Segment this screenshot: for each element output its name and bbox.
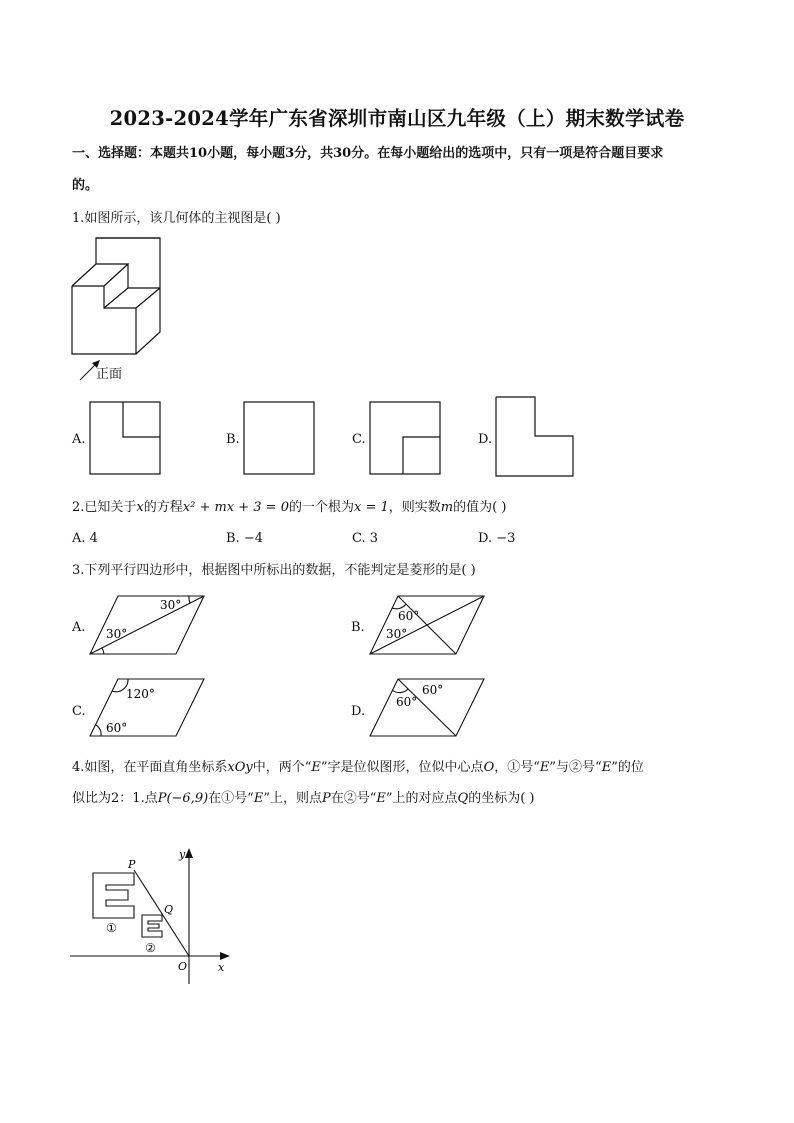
q1-stem: 1.如图所示，该几何体的主视图是( ) [72,211,281,226]
q1-solid-figure [66,232,166,387]
page-title: 2023-2024学年广东省深圳市南山区九年级（上）期末数学试卷 [109,107,685,130]
e-shape-2 [142,915,162,937]
q3-b-angle-top: 60° [398,609,420,623]
q3-d-angle-left: 60° [396,695,418,709]
label-o: O [178,960,188,973]
q1-option-b-label: B. [226,432,240,447]
q2-option-c: C. 3 [352,531,379,546]
line-p-o [134,870,189,956]
label-y: y [179,848,186,861]
q3-option-c-figure [86,676,210,740]
q3-option-d-label: D. [351,704,366,719]
q3-stem: 3.下列平行四边形中，根据图中所标出的数据，不能判定是菱形的是( ) [72,563,476,578]
q2-stem: 2.已知关于x的方程x² + mx + 3 = 0的一个根为x = 1，则实数m的值为( ) [72,500,507,515]
section-header-line1: 一、选择题：本题共10小题，每小题3分，共30分。在每小题给出的选项中，只有一项是符合题目要求 [72,146,664,161]
label-p: P [128,858,136,871]
q3-d-angle-right: 60° [422,683,444,697]
section-header-line2: 的。 [72,178,99,193]
q1-option-b-figure [243,401,317,477]
y-axis-arrow [185,848,193,858]
q1-option-c-figure [369,401,443,477]
q3-a-angle-top: 30° [160,598,182,612]
q2-option-b: B. −4 [226,531,263,546]
q3-option-a-figure [86,592,210,658]
q3-option-c-label: C. [72,704,86,719]
q3-c-angle-bottom: 60° [106,721,128,735]
q3-a-angle-bottom: 30° [106,627,128,641]
e-shape-1 [93,873,134,918]
label-circled-2: ② [145,941,156,955]
q3-b-angle-bottom: 30° [386,627,408,641]
q2-option-d: D. −3 [478,531,516,546]
q3-option-a-label: A. [72,620,86,635]
q4-coordinate-figure [66,840,236,988]
q1-front-label: 正面 [96,367,123,382]
q3-option-b-label: B. [351,620,365,635]
q2-option-a: A. 4 [72,531,98,546]
label-q: Q [164,903,174,916]
q1-option-a-label: A. [72,432,86,447]
q3-c-angle-top: 120° [126,687,155,701]
q4-stem-line2: 似比为2：1.点P(−6,9)在①号“E”上，则点P在②号“E”上的对应点Q的坐标为( ) [72,791,535,806]
label-x: x [218,961,225,974]
q1-option-c-label: C. [352,432,366,447]
label-circled-1: ① [106,921,117,935]
q1-option-a-figure [89,401,163,477]
x-axis-arrow [220,952,230,960]
q1-option-d-figure [495,396,577,478]
q3-option-d-figure [366,676,490,740]
q3-option-b-figure [366,592,490,658]
q1-option-d-label: D. [478,432,493,447]
q4-stem-line1: 4.如图，在平面直角坐标系xOy中，两个“E”字是位似图形，位似中心点O，①号“E”与②号“E”的位 [72,760,644,775]
